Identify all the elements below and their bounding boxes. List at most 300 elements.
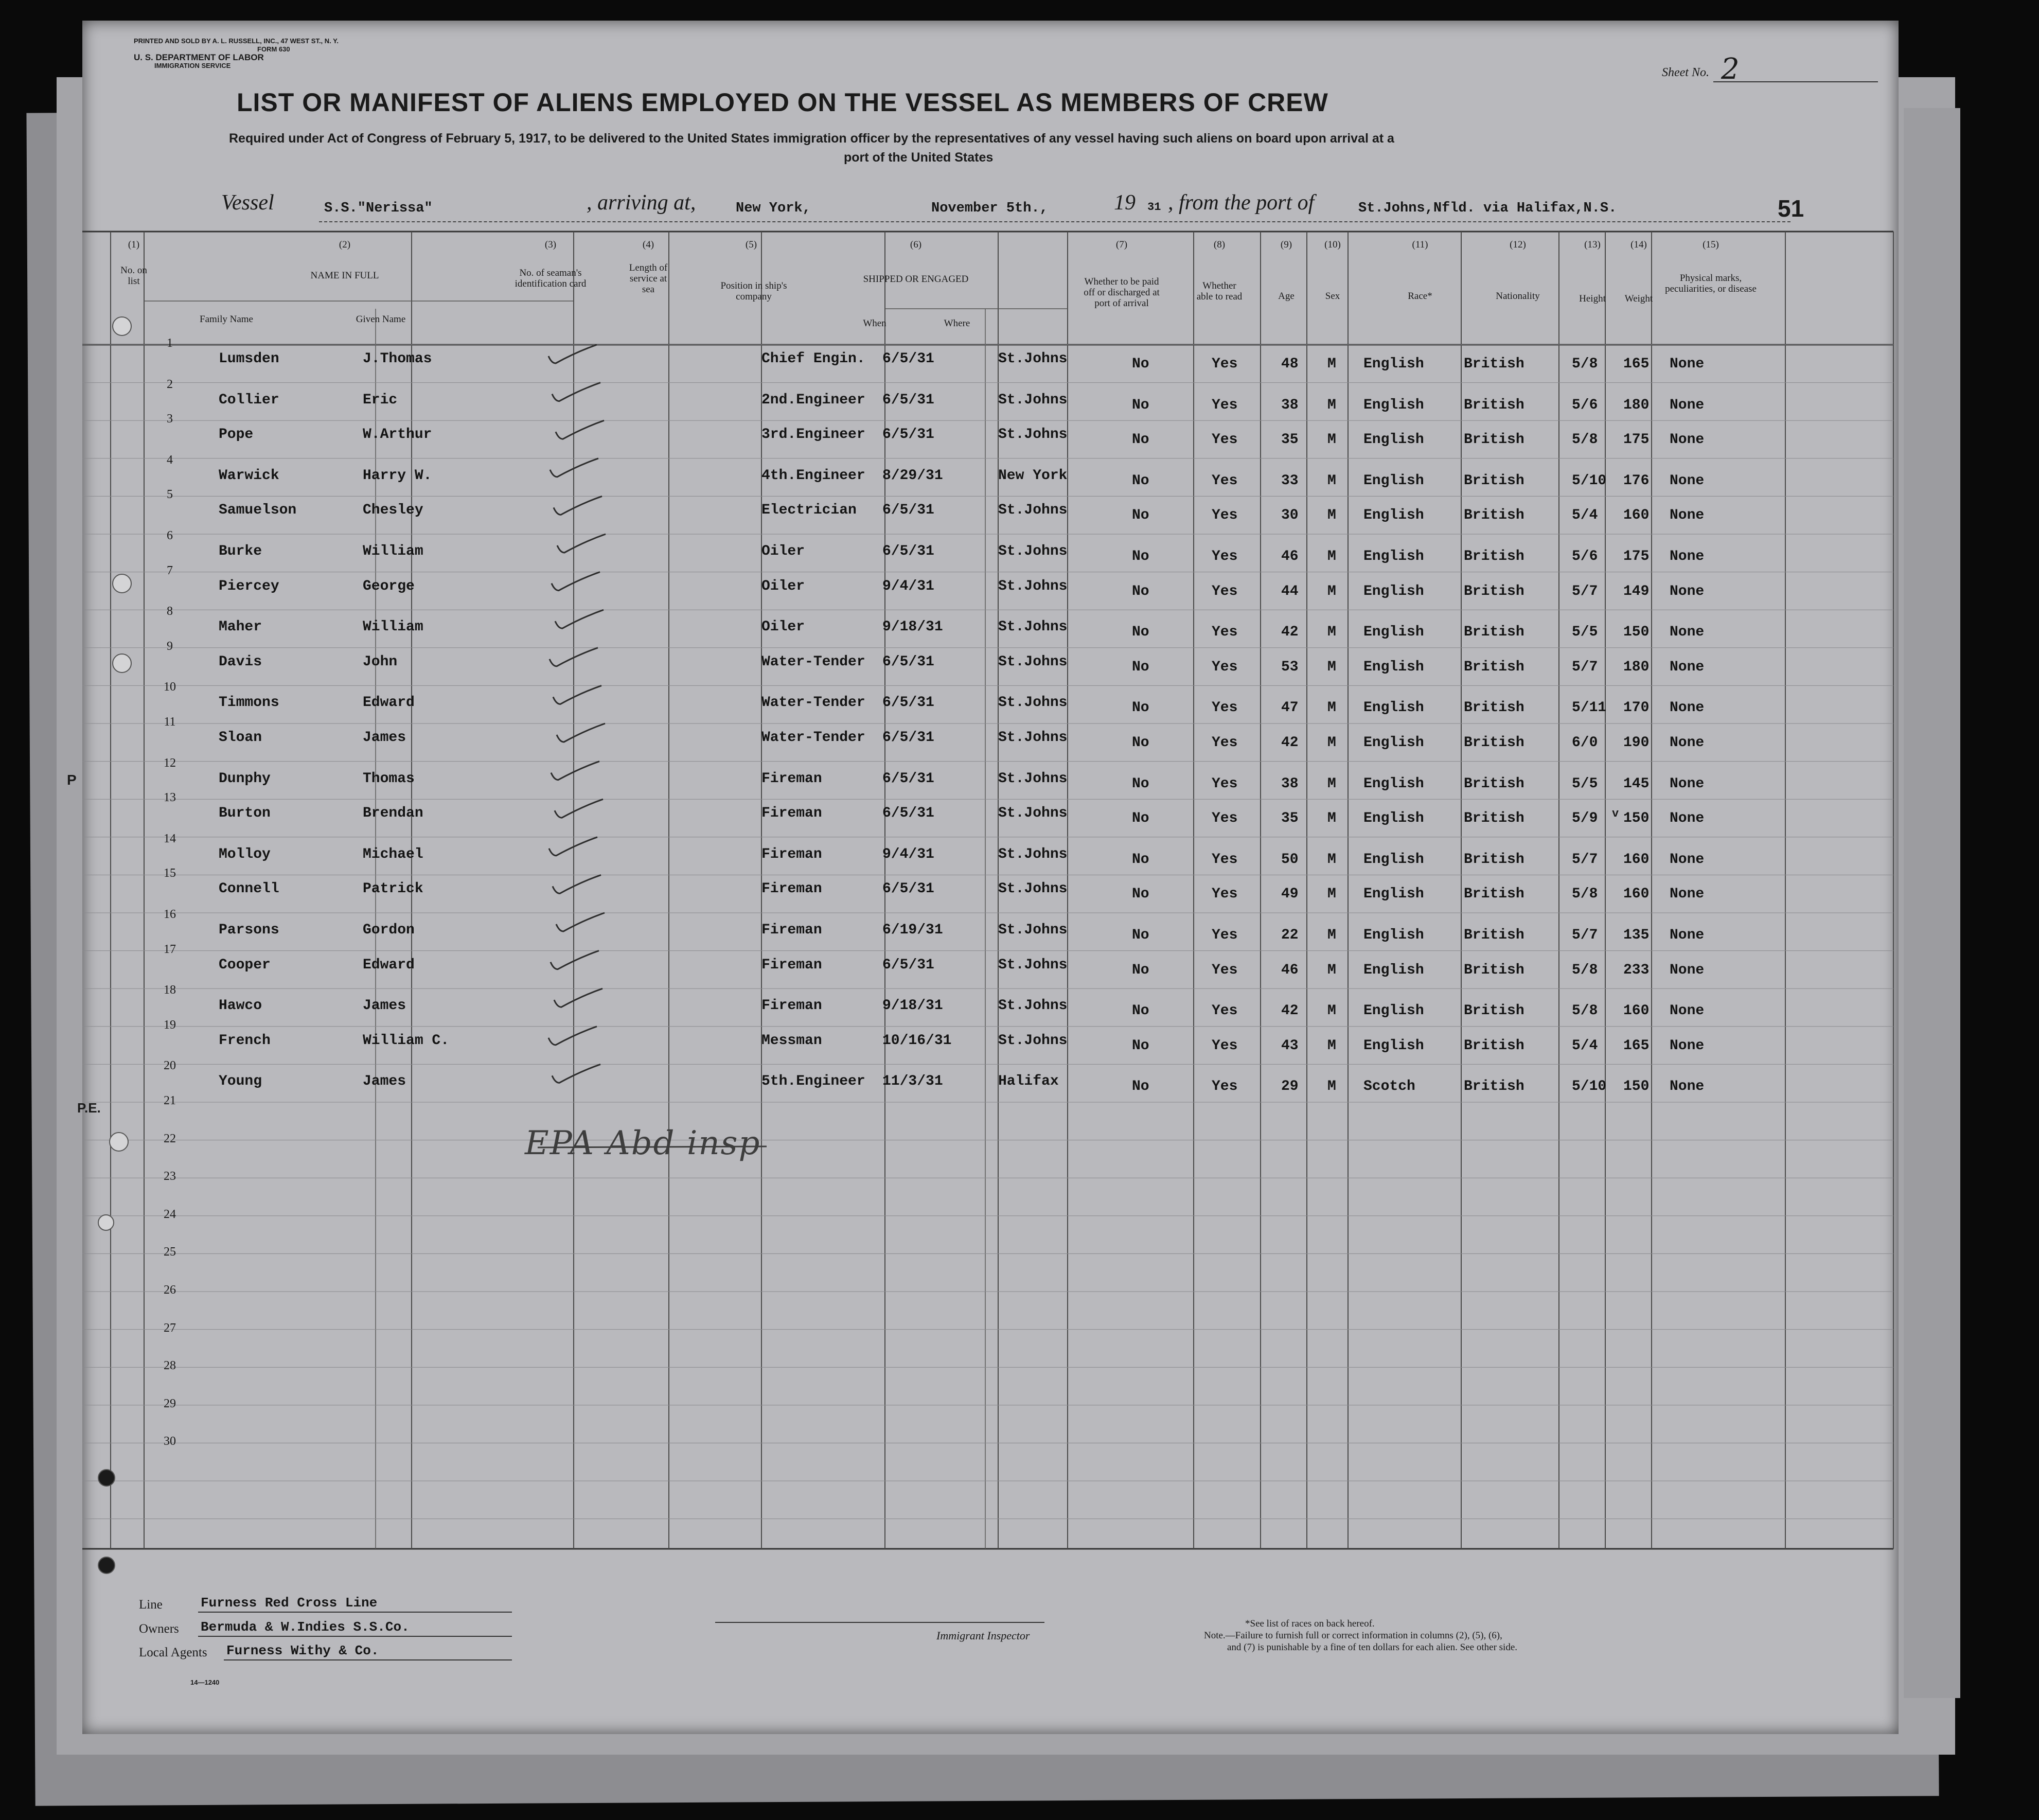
weight: 175 <box>1623 432 1650 448</box>
weight: 160 <box>1623 1003 1650 1019</box>
race: English <box>1363 397 1424 413</box>
physical-marks: None <box>1670 1079 1705 1095</box>
shipped-where: St.Johns <box>998 392 1068 408</box>
able-to-read: Yes <box>1212 851 1238 868</box>
form-number: FORM 630 <box>257 45 290 53</box>
shipped-when: 6/5/31 <box>882 805 934 822</box>
line-label: Line <box>139 1598 163 1612</box>
age: 46 <box>1281 962 1299 978</box>
height: 5/10 <box>1572 1079 1607 1095</box>
paid-off: No <box>1132 624 1149 641</box>
sex: M <box>1327 1003 1336 1019</box>
line-value: Furness Red Cross Line <box>201 1595 378 1611</box>
checkmark <box>549 837 597 856</box>
col3-header: No. of seaman's identification card <box>515 268 587 289</box>
sheet-label: Sheet No. <box>1662 66 1709 79</box>
height: 5/7 <box>1572 659 1598 675</box>
arriving-label: , arriving at, <box>587 191 696 215</box>
sex: M <box>1327 962 1336 978</box>
row-number: 6 <box>167 529 173 542</box>
physical-marks: None <box>1670 700 1705 716</box>
col11-header: Race* <box>1408 291 1432 302</box>
race: English <box>1363 472 1424 489</box>
weight: 150 <box>1623 1079 1650 1095</box>
col3-number: (3) <box>544 239 557 250</box>
checkmark <box>548 345 597 363</box>
able-to-read: Yes <box>1212 624 1238 641</box>
position: Water-Tender <box>761 730 865 746</box>
col6a-header: When <box>863 318 886 329</box>
physical-marks: None <box>1670 735 1705 751</box>
age: 46 <box>1281 549 1299 564</box>
paid-off: No <box>1132 700 1149 716</box>
weight: 145 <box>1623 775 1650 792</box>
arrival-port: New York, <box>736 201 811 216</box>
row-number: 16 <box>164 908 176 921</box>
sex: M <box>1327 583 1336 599</box>
shipped-where: St.Johns <box>998 653 1068 670</box>
age: 47 <box>1281 700 1299 716</box>
row-number: 17 <box>164 942 176 956</box>
able-to-read: Yes <box>1212 810 1238 827</box>
races-note: *See list of races on back hereof. <box>1245 1618 1375 1629</box>
position: Messman <box>761 1032 822 1049</box>
col4-number: (4) <box>642 239 654 250</box>
age: 43 <box>1281 1037 1299 1054</box>
vessel-name: S.S."Nerissa" <box>324 201 433 216</box>
race: English <box>1363 735 1424 751</box>
paid-off: No <box>1132 962 1149 978</box>
nationality: British <box>1464 927 1524 943</box>
paid-off: No <box>1132 1037 1149 1054</box>
given-name: George <box>363 578 415 594</box>
col8-header: Whether able to read <box>1196 280 1243 302</box>
shipped-when: 9/18/31 <box>882 619 943 635</box>
shipped-when: 11/3/31 <box>882 1073 943 1090</box>
checkmark <box>555 799 603 818</box>
shipped-when: 9/18/31 <box>882 998 943 1014</box>
checkmark <box>555 610 604 628</box>
sex: M <box>1327 356 1336 372</box>
sex: M <box>1327 851 1336 868</box>
row-number: 30 <box>164 1435 176 1448</box>
shipped-where: St.Johns <box>998 351 1068 367</box>
family-name: French <box>219 1032 271 1049</box>
shipped-where: St.Johns <box>998 805 1068 822</box>
physical-marks: None <box>1670 583 1705 599</box>
nationality: British <box>1464 507 1524 524</box>
weight: 149 <box>1623 583 1650 599</box>
race: English <box>1363 775 1424 792</box>
height: 5/8 <box>1572 356 1598 372</box>
position: 4th.Engineer <box>761 467 865 484</box>
col1-header: No. on list <box>120 265 147 287</box>
shipped-when: 9/4/31 <box>882 846 934 862</box>
col2-header: NAME IN FULL <box>310 270 379 281</box>
height: 5/5 <box>1572 624 1598 641</box>
family-name: Sloan <box>219 730 262 746</box>
col11-number: (11) <box>1412 239 1428 250</box>
arrival-date: November 5th., <box>931 201 1048 216</box>
sex: M <box>1327 549 1336 564</box>
row-number: 11 <box>164 715 176 729</box>
sex: M <box>1327 775 1336 792</box>
shipped-when: 6/5/31 <box>882 392 934 408</box>
height: 6/0 <box>1572 735 1598 751</box>
paid-off: No <box>1132 397 1149 413</box>
nationality: British <box>1464 851 1524 868</box>
able-to-read: Yes <box>1212 583 1238 599</box>
note-line-1: Note.—Failure to furnish full or correct information in columns (2), (5), (6), <box>1204 1630 1502 1641</box>
weight: 150 <box>1623 624 1650 641</box>
given-name: Michael <box>363 846 423 862</box>
weight: 180 <box>1623 659 1650 675</box>
shipped-when: 6/5/31 <box>882 730 934 746</box>
checkmark <box>556 420 604 439</box>
shipped-where: St.Johns <box>998 998 1068 1014</box>
able-to-read: Yes <box>1212 356 1238 372</box>
sex: M <box>1327 927 1336 943</box>
binder-hole <box>112 653 132 673</box>
given-name: William C. <box>363 1032 450 1049</box>
height: 5/7 <box>1572 583 1598 599</box>
race: English <box>1363 1003 1424 1019</box>
binder-hole <box>98 1557 115 1574</box>
age: 53 <box>1281 659 1299 675</box>
height: 5/11 <box>1572 700 1607 716</box>
given-name: Edward <box>363 957 415 973</box>
row12-weight-mark: v <box>1612 807 1619 820</box>
position: 3rd.Engineer <box>761 427 865 443</box>
able-to-read: Yes <box>1212 507 1238 524</box>
height: 5/6 <box>1572 397 1598 413</box>
note-line-2: and (7) is punishable by a fine of ten dollars for each alien. See other side. <box>1227 1642 1518 1653</box>
physical-marks: None <box>1670 624 1705 641</box>
age: 44 <box>1281 583 1299 599</box>
weight: 170 <box>1623 700 1650 716</box>
nationality: British <box>1464 775 1524 792</box>
weight: 175 <box>1623 549 1650 564</box>
given-name: Chesley <box>363 502 423 519</box>
sex: M <box>1327 1037 1336 1054</box>
binder-hole <box>109 1132 129 1152</box>
row-number: 13 <box>164 791 176 805</box>
race: English <box>1363 432 1424 448</box>
col2-number: (2) <box>339 239 351 250</box>
paid-off: No <box>1132 927 1149 943</box>
given-name: W.Arthur <box>363 427 432 443</box>
given-name: William <box>363 543 423 559</box>
departure-port: St.Johns,Nfld. via Halifax,N.S. <box>1358 201 1617 216</box>
shipped-where: St.Johns <box>998 619 1068 635</box>
shipped-when: 6/5/31 <box>882 427 934 443</box>
age: 29 <box>1281 1079 1299 1095</box>
row-number: 3 <box>167 412 173 426</box>
weight: 135 <box>1623 927 1650 943</box>
height: 5/5 <box>1572 775 1598 792</box>
department-label: U. S. DEPARTMENT OF LABOR <box>134 52 264 62</box>
col10-number: (10) <box>1324 239 1341 250</box>
sheet-number: 2 <box>1721 52 1740 86</box>
able-to-read: Yes <box>1212 775 1238 792</box>
family-name: Samuelson <box>219 502 297 519</box>
checkmark <box>556 913 605 931</box>
shipped-when: 6/5/31 <box>882 881 934 897</box>
physical-marks: None <box>1670 775 1705 792</box>
shipped-where: St.Johns <box>998 730 1068 746</box>
row-number: 1 <box>167 337 173 350</box>
race: English <box>1363 700 1424 716</box>
physical-marks: None <box>1670 1003 1705 1019</box>
height: 5/8 <box>1572 1003 1598 1019</box>
row-number: 21 <box>164 1094 176 1107</box>
shipped-when: 6/19/31 <box>882 922 943 938</box>
handwritten-inspection-note: EPA Abd insp <box>525 1124 761 1162</box>
age: 38 <box>1281 775 1299 792</box>
age: 33 <box>1281 472 1299 489</box>
col15-header: Physical marks, peculiarities, or disease <box>1665 273 1757 294</box>
given-name: James <box>363 998 406 1014</box>
nationality: British <box>1464 886 1524 903</box>
weight: 190 <box>1623 735 1650 751</box>
col7-header: Whether to be paid off or discharged at port of arrival <box>1084 276 1160 309</box>
col6b-header: Where <box>944 318 970 329</box>
family-name: Timmons <box>219 695 279 711</box>
physical-marks: None <box>1670 1037 1705 1054</box>
given-name: Thomas <box>363 770 415 787</box>
checkmark <box>551 762 599 780</box>
col13-number: (13) <box>1584 239 1601 250</box>
col2a-header: Family Name <box>200 314 253 325</box>
family-name: Connell <box>219 881 279 897</box>
shipped-where: St.Johns <box>998 427 1068 443</box>
given-name: Harry W. <box>363 467 432 484</box>
shipped-where: St.Johns <box>998 695 1068 711</box>
physical-marks: None <box>1670 397 1705 413</box>
checkmark <box>552 572 600 591</box>
given-name: Edward <box>363 695 415 711</box>
paid-off: No <box>1132 356 1149 372</box>
nationality: British <box>1464 356 1524 372</box>
family-name: Collier <box>219 392 279 408</box>
row-number: 10 <box>164 680 176 694</box>
row20-margin-note: P.E. <box>77 1100 101 1116</box>
age: 50 <box>1281 851 1299 868</box>
checkmark <box>550 458 598 477</box>
able-to-read: Yes <box>1212 472 1238 489</box>
race: English <box>1363 1037 1424 1054</box>
position: Fireman <box>761 881 822 897</box>
able-to-read: Yes <box>1212 659 1238 675</box>
col12-number: (12) <box>1510 239 1526 250</box>
paid-off: No <box>1132 432 1149 448</box>
nationality: British <box>1464 1037 1524 1054</box>
col13-header: Height <box>1579 293 1606 304</box>
race: English <box>1363 624 1424 641</box>
row-number: 25 <box>164 1245 176 1259</box>
nationality: British <box>1464 735 1524 751</box>
race: Scotch <box>1363 1079 1415 1095</box>
sex: M <box>1327 810 1336 827</box>
row-number: 18 <box>164 983 176 997</box>
nationality: British <box>1464 1079 1524 1095</box>
shipped-where: St.Johns <box>998 770 1068 787</box>
row-number: 20 <box>164 1059 176 1073</box>
age: 35 <box>1281 432 1299 448</box>
weight: 165 <box>1623 1037 1650 1054</box>
sex: M <box>1327 507 1336 524</box>
given-name: James <box>363 1073 406 1090</box>
height: 5/4 <box>1572 507 1598 524</box>
family-name: Lumsden <box>219 351 279 367</box>
given-name: Patrick <box>363 881 423 897</box>
height: 5/8 <box>1572 432 1598 448</box>
shipped-when: 6/5/31 <box>882 653 934 670</box>
family-name: Pope <box>219 427 254 443</box>
checkmark <box>553 875 601 893</box>
paid-off: No <box>1132 851 1149 868</box>
given-name: Gordon <box>363 922 415 938</box>
form-code: 14—1240 <box>190 1678 220 1686</box>
race: English <box>1363 583 1424 599</box>
physical-marks: None <box>1670 356 1705 372</box>
shipped-when: 6/5/31 <box>882 351 934 367</box>
checkmark <box>552 383 600 401</box>
height: 5/10 <box>1572 472 1607 489</box>
margin-letter: P <box>67 772 77 788</box>
checkmark <box>552 1064 600 1083</box>
able-to-read: Yes <box>1212 549 1238 564</box>
physical-marks: None <box>1670 472 1705 489</box>
sex: M <box>1327 659 1336 675</box>
race: English <box>1363 659 1424 675</box>
row-number: 15 <box>164 867 176 880</box>
page-title: LIST OR MANIFEST OF ALIENS EMPLOYED ON THE VESSEL AS MEMBERS OF CREW <box>237 88 1328 117</box>
family-name: Davis <box>219 653 262 670</box>
age: 38 <box>1281 397 1299 413</box>
height: 5/8 <box>1572 962 1598 978</box>
physical-marks: None <box>1670 886 1705 903</box>
race: English <box>1363 851 1424 868</box>
shipped-where: St.Johns <box>998 846 1068 862</box>
row-number: 26 <box>164 1283 176 1297</box>
nationality: British <box>1464 962 1524 978</box>
col14-number: (14) <box>1630 239 1647 250</box>
subtitle-line-1: Required under Act of Congress of February 5, 1917, to be delivered to the United States immigration officer by the representatives of any vessel having such aliens on board upon arrival at a <box>229 131 1394 146</box>
sex: M <box>1327 397 1336 413</box>
checkmark <box>551 951 599 969</box>
checkmark <box>553 685 601 704</box>
binder-hole <box>98 1214 114 1231</box>
physical-marks: None <box>1670 659 1705 675</box>
position: Fireman <box>761 922 822 938</box>
inspector-signature-line <box>715 1622 1044 1623</box>
sex: M <box>1327 624 1336 641</box>
col12-header: Nationality <box>1496 291 1540 302</box>
family-name: Warwick <box>219 467 279 484</box>
family-name: Molloy <box>219 846 271 862</box>
col4-header: Length of service at sea <box>629 262 668 295</box>
weight: 160 <box>1623 507 1650 524</box>
agents-label: Local Agents <box>139 1646 207 1659</box>
paid-off: No <box>1132 1079 1149 1095</box>
col9-number: (9) <box>1280 239 1292 250</box>
owners-value: Bermuda & W.Indies S.S.Co. <box>201 1619 410 1635</box>
position: Water-Tender <box>761 695 865 711</box>
age: 30 <box>1281 507 1299 524</box>
checkmark <box>554 496 602 515</box>
position: Fireman <box>761 846 822 862</box>
able-to-read: Yes <box>1212 1037 1238 1054</box>
physical-marks: None <box>1670 432 1705 448</box>
height: 5/9 <box>1572 810 1598 827</box>
given-name: Eric <box>363 392 398 408</box>
age: 48 <box>1281 356 1299 372</box>
inspector-label: Immigrant Inspector <box>936 1629 1030 1642</box>
col6-header: SHIPPED OR ENGAGED <box>863 274 969 285</box>
shipped-when: 9/4/31 <box>882 578 934 594</box>
given-name: J.Thomas <box>363 351 432 367</box>
col5-header: Position in ship's company <box>720 280 787 302</box>
nationality: British <box>1464 659 1524 675</box>
shipped-when: 10/16/31 <box>882 1032 952 1049</box>
page-number: 51 <box>1778 195 1804 222</box>
printer-line: PRINTED AND SOLD BY A. L. RUSSELL, INC., 47 WEST ST., N. Y. <box>134 37 339 45</box>
sex: M <box>1327 735 1336 751</box>
col5-number: (5) <box>745 239 757 250</box>
race: English <box>1363 927 1424 943</box>
position: Electrician <box>761 502 857 519</box>
row-number: 12 <box>164 756 176 770</box>
position: Water-Tender <box>761 653 865 670</box>
nationality: British <box>1464 1003 1524 1019</box>
row-number: 23 <box>164 1170 176 1183</box>
strike-line <box>535 1142 772 1153</box>
position: Fireman <box>761 957 822 973</box>
given-name: Brendan <box>363 805 423 822</box>
family-name: Dunphy <box>219 770 271 787</box>
owners-label: Owners <box>139 1622 179 1636</box>
able-to-read: Yes <box>1212 962 1238 978</box>
family-name: Cooper <box>219 957 271 973</box>
position: Fireman <box>761 805 822 822</box>
family-name: Piercey <box>219 578 279 594</box>
row-number: 5 <box>167 488 173 502</box>
race: English <box>1363 507 1424 524</box>
paid-off: No <box>1132 886 1149 903</box>
position: Oiler <box>761 578 805 594</box>
row-number: 4 <box>167 453 173 467</box>
row-number: 27 <box>164 1321 176 1335</box>
physical-marks: None <box>1670 810 1705 827</box>
row-number: 24 <box>164 1207 176 1221</box>
race: English <box>1363 962 1424 978</box>
binder-hole <box>112 316 132 336</box>
nationality: British <box>1464 549 1524 564</box>
family-name: Young <box>219 1073 262 1090</box>
age: 42 <box>1281 735 1299 751</box>
given-name: William <box>363 619 423 635</box>
row-number: 14 <box>164 832 176 845</box>
able-to-read: Yes <box>1212 700 1238 716</box>
paid-off: No <box>1132 549 1149 564</box>
shipped-when: 6/5/31 <box>882 695 934 711</box>
year: 31 <box>1147 201 1161 214</box>
age: 49 <box>1281 886 1299 903</box>
weight: 160 <box>1623 886 1650 903</box>
paid-off: No <box>1132 1003 1149 1019</box>
shipped-when: 6/5/31 <box>882 502 934 519</box>
